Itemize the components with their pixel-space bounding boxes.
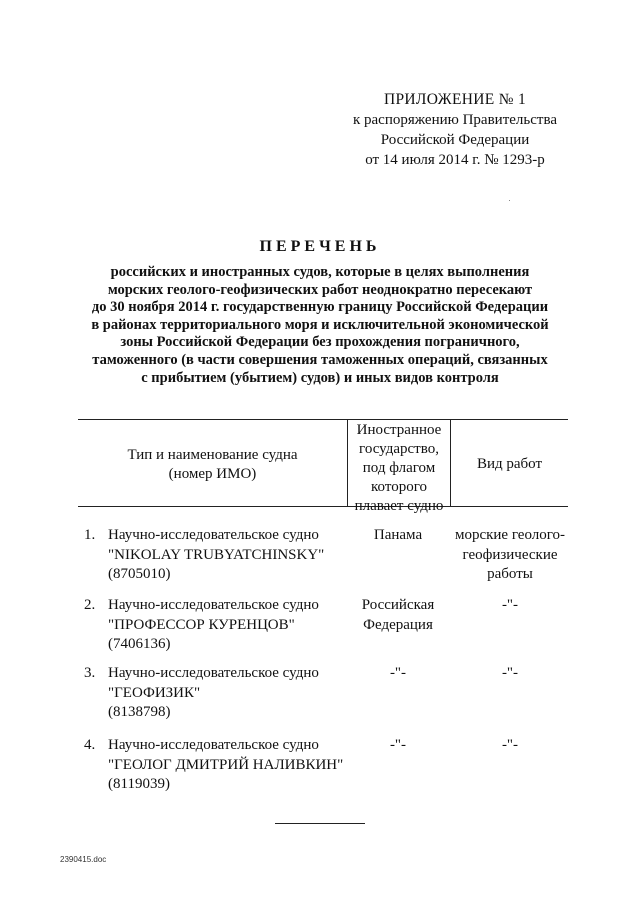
row-number: 2. xyxy=(84,597,96,613)
vessel-imo: (8119039) xyxy=(108,776,170,792)
vessel-type: Научно-исследовательское судно xyxy=(108,665,319,681)
work-line: -"- xyxy=(501,597,519,613)
appendix-number: ПРИЛОЖЕНИЕ № 1 xyxy=(383,91,527,108)
vessel-type: Научно-исследовательское судно xyxy=(108,737,319,753)
header-flag-line: государство, xyxy=(359,441,439,457)
subtitle-line: зоны Российской Федерации без прохождения пограничного, xyxy=(120,334,520,351)
vessel-type: Научно-исследовательское судно xyxy=(108,527,319,543)
subtitle-line: морских геолого-геофизических работ неоднократно пересекают xyxy=(107,281,533,298)
flag-line: Российская xyxy=(361,597,435,613)
work-line: геофизические xyxy=(462,546,558,563)
vessel-name xyxy=(108,596,348,655)
vessel-title: "NIKOLAY TRUBYATCHINSKY" xyxy=(108,546,325,563)
work-type xyxy=(450,664,570,684)
row-number: 4. xyxy=(84,737,96,753)
table-top-border xyxy=(78,419,568,420)
subtitle-line: таможенного (в части совершения таможенных операций, связанных xyxy=(92,351,548,368)
header-flag xyxy=(348,421,450,516)
work-line: морские геолого- xyxy=(454,527,566,543)
vessel-name xyxy=(108,736,348,795)
vessel-flag xyxy=(348,526,448,546)
vessel-flag xyxy=(348,596,448,635)
flag-line: Федерация xyxy=(363,616,433,633)
vessel-name xyxy=(108,664,348,723)
document-subtitle xyxy=(60,264,580,387)
subtitle-line: до 30 ноября 2014 г. государственную границу Российской Федерации xyxy=(91,299,549,316)
appendix-line-3: от 14 июля 2014 г. № 1293-р xyxy=(365,152,545,168)
vessel-flag xyxy=(348,664,448,684)
vessel-type: Научно-исследовательское судно xyxy=(108,597,319,613)
table-header-bottom-border xyxy=(78,506,568,507)
header-vessel-line: Тип и наименование судна xyxy=(127,447,298,463)
subtitle-line: российских и иностранных судов, которые в целях выполнения xyxy=(110,264,530,280)
header-vessel xyxy=(78,446,347,484)
document-title: ПЕРЕЧЕНЬ xyxy=(259,238,381,255)
scan-speck xyxy=(509,200,510,201)
header-flag-line: плавает судно xyxy=(354,498,444,514)
header-flag-line: которого xyxy=(371,479,427,495)
work-line: работы xyxy=(487,566,533,582)
vessel-imo: (8705010) xyxy=(108,566,171,582)
header-work-line: Вид работ xyxy=(476,456,543,472)
subtitle-line: с прибытием (убытием) судов) и иных видов контроля xyxy=(141,369,499,386)
header-work xyxy=(451,455,568,474)
flag-line: Панама xyxy=(373,527,423,543)
vessel-flag xyxy=(348,736,448,756)
vessel-name xyxy=(108,526,348,585)
vessel-title: "ГЕОФИЗИК" xyxy=(108,684,201,701)
appendix-line-2: Российской Федерации xyxy=(380,132,530,148)
flag-line: -"- xyxy=(389,737,407,753)
vessel-title: "ПРОФЕССОР КУРЕНЦОВ" xyxy=(108,616,295,633)
work-line: -"- xyxy=(501,737,519,753)
work-type xyxy=(450,736,570,756)
row-number: 3. xyxy=(84,665,96,681)
row-number: 1. xyxy=(84,527,96,543)
vessel-imo: (8138798) xyxy=(108,704,171,720)
work-type xyxy=(450,596,570,616)
vessel-imo: (7406136) xyxy=(108,636,171,652)
header-flag-line: под флагом xyxy=(362,460,436,476)
subtitle-line: в районах территориального моря и исключительной экономической xyxy=(91,316,549,333)
appendix-line-1: к распоряжению Правительства xyxy=(352,112,557,128)
header-flag-line: Иностранное xyxy=(356,422,442,438)
appendix-header xyxy=(330,90,580,170)
header-vessel-line: (номер ИМО) xyxy=(168,466,257,482)
end-of-list-rule xyxy=(275,823,365,824)
flag-line: -"- xyxy=(389,665,407,681)
vessel-title: "ГЕОЛОГ ДМИТРИЙ НАЛИВКИН" xyxy=(108,756,344,773)
work-type xyxy=(450,526,570,585)
footer-filename: 2390415.doc xyxy=(60,855,107,864)
work-line: -"- xyxy=(501,665,519,681)
